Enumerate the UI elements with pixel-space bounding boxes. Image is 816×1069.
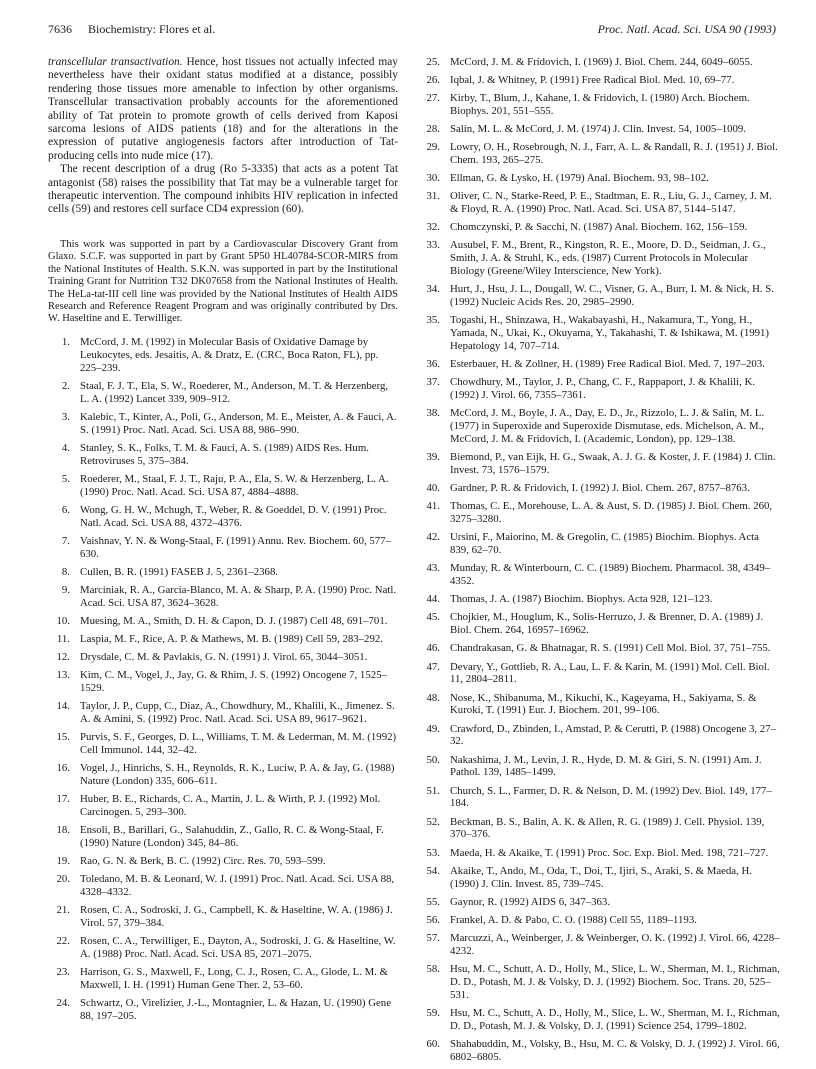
- reference-text: Biemond, P., van Eijk, H. G., Swaak, A. J. G. & Koster, J. F. (1984) J. Clin. Invest. 73, 1576–1579.: [450, 451, 776, 477]
- reference-number: 44.: [426, 593, 440, 606]
- reference-item: [48, 504, 398, 530]
- reference-number: 59.: [426, 1006, 440, 1019]
- reference-number: 20.: [56, 873, 70, 886]
- reference-item: [418, 847, 780, 860]
- reference-text: Hsu, M. C., Schutt, A. D., Holly, M., Slice, L. W., Sherman, M. I., Richman, D. D., Potash, M. J. & Volsky, D. J. (1991) Science 254, 1799–1802.: [450, 1006, 780, 1032]
- reference-number: 35.: [426, 314, 440, 327]
- reference-number: 50.: [426, 753, 440, 766]
- reference-item: [48, 731, 398, 757]
- reference-text: McCord, J. M. (1992) in Molecular Basis of Oxidative Damage by Leukocytes, eds. Jesaitis, A. & Dratz, E. (CRC, Boca Raton, FL), pp. 225–239.: [80, 335, 379, 374]
- reference-number: 47.: [426, 660, 440, 673]
- reference-number: 60.: [426, 1037, 440, 1050]
- reference-text: Ellman, G. & Lysko, H. (1979) Anal. Biochem. 93, 98–102.: [450, 172, 709, 185]
- reference-item: [48, 651, 398, 664]
- reference-item: [48, 442, 398, 468]
- reference-number: 56.: [426, 913, 440, 926]
- reference-item: [418, 56, 780, 69]
- reference-item: [418, 376, 780, 402]
- reference-number: 31.: [426, 190, 440, 203]
- reference-number: 19.: [56, 855, 70, 867]
- reference-item: [48, 473, 398, 499]
- reference-item: [48, 336, 398, 375]
- reference-text: Hsu, M. C., Schutt, A. D., Holly, M., Slice, L. W., Sherman, M. I., Richman, D. D., Potash, M. J. & Volsky, D. J. (1992) Biochem. Soc. Trans. 20, 525–531.: [450, 962, 780, 1001]
- reference-text: Devary, Y., Gottlieb, R. A., Lau, L. F. & Karin, M. (1991) Mol. Cell. Biol. 11, 2804–2811.: [450, 660, 770, 686]
- reference-item: [418, 407, 780, 446]
- reference-text: Huber, B. E., Richards, C. A., Martin, J. L. & Wirth, P. J. (1992) Mol. Carcinogen. 5, 293–300.: [80, 793, 381, 818]
- reference-number: 29.: [426, 141, 440, 154]
- reference-item: [418, 314, 780, 353]
- reference-number: 40.: [426, 482, 440, 495]
- reference-text: Nose, K., Shibanuma, M., Kikuchi, K., Kageyama, H., Sakiyama, S. & Kuroki, T. (1991) Eur. J. Biochem. 201, 99–106.: [450, 691, 757, 717]
- reference-item: [418, 593, 780, 606]
- reference-item: [418, 92, 780, 118]
- body-paragraph-2: The recent description of a drug (Ro 5-3335) that acts as a potent Tat antagonist (58) raises the possibility that Tat may be a vulnerable target for therapeutic intervention. The compound inhibits HIV replication in infected cells (59) and restores cell surface CD4 expression (60).: [48, 163, 398, 216]
- reference-number: 52.: [426, 815, 440, 828]
- reference-item: [418, 785, 780, 811]
- reference-number: 34.: [426, 283, 440, 296]
- reference-text: Chandrakasan, G. & Bhatnagar, R. S. (1991) Cell Mol. Biol. 37, 751–755.: [450, 642, 771, 655]
- reference-number: 48.: [426, 691, 440, 704]
- paragraph-text: Hence, host tissues not actually infected may nevertheless have their oxidant status modified at a distance, possibly rendering those tissues more amenable to infection by other organisms. Transcellular transactivation probably accounts for the aforementioned ability of Tat protein to promote growth of cells derived from Kaposi sarcoma lesions of AIDS patients (18) and for the alterations in the expression of putative angiogenesis factors after introduction of Tat-producing cells into nude mice (17).: [48, 56, 398, 162]
- reference-number: 15.: [56, 731, 70, 743]
- reference-list-left: [48, 336, 398, 1023]
- reference-text: Esterbauer, H. & Zollner, H. (1989) Free Radical Biol. Med. 7, 197–203.: [450, 358, 765, 371]
- reference-text: Vaishnav, Y. N. & Wong-Staal, F. (1991) Annu. Rev. Biochem. 60, 577–630.: [80, 534, 391, 560]
- reference-item: [418, 500, 780, 526]
- reference-number: 33.: [426, 239, 440, 252]
- reference-text: Taylor, J. P., Cupp, C., Diaz, A., Chowdhury, M., Khalili, K., Jimenez. S. A. & Amini, S. (1992) Proc. Natl. Acad. Sci. USA 89, 9617–9621.: [80, 700, 395, 725]
- reference-item: [48, 669, 398, 695]
- reference-item: [418, 896, 780, 909]
- reference-number: 18.: [56, 824, 70, 836]
- reference-text: Kim, C. M., Vogel, J., Jay, G. & Rhim, J. S. (1992) Oncogene 7, 1525–1529.: [80, 669, 387, 694]
- page-number: 7636: [48, 22, 72, 36]
- reference-number: 39.: [426, 451, 440, 464]
- reference-item: [418, 74, 780, 87]
- reference-text: Ensoli, B., Barillari, G., Salahuddin, Z., Gallo, R. C. & Wong-Staal, F. (1990) Nature (London) 345, 84–86.: [80, 824, 384, 849]
- reference-number: 8.: [61, 565, 70, 578]
- reference-number: 43.: [426, 562, 440, 575]
- reference-item: [48, 997, 398, 1023]
- reference-number: 49.: [426, 722, 440, 735]
- reference-number: 17.: [56, 793, 70, 805]
- reference-item: [418, 754, 780, 780]
- reference-item: [418, 1038, 780, 1064]
- reference-number: 27.: [426, 92, 440, 105]
- reference-number: 30.: [426, 172, 440, 185]
- reference-text: McCord, J. M., Boyle, J. A., Day, E. D., Jr., Rizzolo, L. J. & Salin, M. L. (1977) in Superoxide and Superoxide Dismutase, eds. Michelson, A. M., McCord, J. M. & Fridovich, I. (Academic, London), pp. 129–138.: [450, 407, 765, 446]
- reference-item: [418, 221, 780, 234]
- reference-number: 37.: [426, 376, 440, 389]
- reference-number: 22.: [56, 935, 70, 948]
- reference-number: 23.: [56, 966, 70, 979]
- reference-item: [418, 723, 780, 749]
- reference-text: Thomas, J. A. (1987) Biochim. Biophys. Acta 928, 121–123.: [450, 593, 713, 606]
- reference-item: [418, 562, 780, 588]
- reference-text: Frankel, A. D. & Pabo, C. O. (1988) Cell 55, 1189–1193.: [450, 913, 697, 926]
- reference-item: [418, 190, 780, 216]
- reference-number: 42.: [426, 531, 440, 544]
- reference-text: Cullen, B. R. (1991) FASEB J. 5, 2361–2368.: [80, 565, 279, 578]
- left-column: [48, 56, 398, 1028]
- reference-item: [48, 411, 398, 437]
- reference-text: Ursini, F., Maiorino, M. & Gregolin, C. (1985) Biochim. Biophys. Acta 839, 62–70.: [450, 531, 759, 557]
- reference-number: 16.: [56, 762, 70, 774]
- reference-text: Hurt, J., Hsu, J. L., Dougall, W. C., Visner, G. A., Burr, I. M. & Nick, H. S. (1992) Nucleic Acids Res. 20, 2985–2990.: [450, 283, 774, 309]
- reference-number: 9.: [61, 583, 70, 596]
- reference-number: 21.: [56, 904, 70, 917]
- reference-number: 14.: [56, 700, 70, 712]
- reference-text: Marciniak, R. A., Garcia-Blanco, M. A. & Sharp, P. A. (1990) Proc. Natl. Acad. Sci. USA 87, 3624–3628.: [80, 583, 397, 609]
- reference-item: [418, 963, 780, 1002]
- reference-text: Marcuzzi, A., Weinberger, J. & Weinberger, O. K. (1992) J. Virol. 66, 4228–4232.: [450, 931, 780, 957]
- reference-text: Church, S. L., Farmer, D. R. & Nelson, D. M. (1992) Dev. Biol. 149, 177–184.: [450, 784, 772, 810]
- reference-number: 36.: [426, 358, 440, 371]
- reference-item: [48, 966, 398, 992]
- reference-item: [48, 904, 398, 930]
- reference-item: [418, 358, 780, 371]
- reference-item: [418, 1007, 780, 1033]
- reference-text: Toledano, M. B. & Leonard, W. J. (1991) Proc. Natl. Acad. Sci. USA 88, 4328–4332.: [80, 873, 395, 898]
- reference-number: 57.: [426, 931, 440, 944]
- reference-item: [418, 642, 780, 655]
- reference-item: [418, 914, 780, 927]
- reference-number: 3.: [61, 410, 70, 423]
- reference-number: 54.: [426, 864, 440, 877]
- reference-item: [418, 611, 780, 637]
- reference-text: Chowdhury, M., Taylor, J. P., Chang, C. F., Rappaport, J. & Khalili, K. (1992) J. Virol. 66, 7355–7361.: [450, 376, 756, 402]
- reference-item: [48, 633, 398, 646]
- reference-text: Schwartz, O., Virelizier, J.-L., Montagnier, L. & Hazan, U. (1990) Gene 88, 197–205.: [80, 997, 392, 1022]
- reference-number: 11.: [56, 632, 70, 645]
- reference-item: [418, 123, 780, 136]
- reference-list-right: [418, 56, 780, 1064]
- reference-number: 45.: [426, 611, 440, 624]
- reference-item: [418, 141, 780, 167]
- reference-text: Rao, G. N. & Berk, B. C. (1992) Circ. Res. 70, 593–599.: [80, 855, 326, 867]
- reference-text: Crawford, D., Zbinden, I., Amstad, P. & Cerutti, P. (1988) Oncogene 3, 27–32.: [450, 722, 776, 748]
- reference-text: Rosen, C. A., Sodroski, J. G., Campbell, K. & Haseltine, W. A. (1986) J. Virol. 57, 379–384.: [80, 904, 393, 929]
- reference-item: [418, 816, 780, 842]
- acknowledgment: This work was supported in part by a Cardiovascular Discovery Grant from Glaxo. S.C.F. was supported in part by Grant 5P50 HL40784-SCOR-MIRS from the National Institutes of Health. S.K.N. was supported in part by the Institutional Training Grant for Nutrition T32 DK07658 from the National Institutes of Health. The HeLa-tat-III cell line was provided by the National Institutes of Health AIDS Research and Reference Reagent Program and was originally contributed by Drs. W. Haseltine and E. Terwilliger.: [48, 238, 398, 325]
- reference-item: [418, 932, 780, 958]
- reference-text: Chojkier, M., Houglum, K., Solis-Herruzo, J. & Brenner, D. A. (1989) J. Biol. Chem. 264, 16957–16962.: [450, 611, 764, 637]
- reference-text: Gaynor, R. (1992) AIDS 6, 347–363.: [450, 895, 611, 908]
- reference-number: 7.: [61, 534, 70, 547]
- page-header: [48, 22, 776, 40]
- right-column: [418, 56, 780, 1069]
- reference-item: [48, 584, 398, 610]
- reference-text: Kirby, T., Blum, J., Kahane, I. & Fridovich, I. (1980) Arch. Biochem. Biophys. 201, 551–555.: [450, 92, 750, 118]
- running-title: Biochemistry: Flores et al.: [88, 22, 216, 36]
- reference-number: 41.: [426, 500, 440, 513]
- reference-item: [48, 566, 398, 579]
- reference-item: [418, 283, 780, 309]
- reference-item: [418, 692, 780, 718]
- reference-number: 53.: [426, 846, 440, 859]
- reference-number: 32.: [426, 221, 440, 234]
- reference-number: 58.: [426, 962, 440, 975]
- journal-citation: Proc. Natl. Acad. Sci. USA 90 (1993): [597, 22, 776, 36]
- reference-item: [418, 172, 780, 185]
- reference-text: Shahabuddin, M., Volsky, B., Hsu, M. C. & Volsky, D. J. (1992) J. Virol. 66, 6802–6805.: [450, 1037, 780, 1063]
- reference-text: Akaike, T., Ando, M., Oda, T., Doi, T., Ijiri, S., Araki, S. & Maeda, H. (1990) J. Clin. Invest. 85, 739–745.: [450, 864, 752, 890]
- reference-item: [418, 451, 780, 477]
- reference-text: Munday, R. & Winterbourn, C. C. (1989) Biochem. Pharmacol. 38, 4349–4352.: [450, 562, 771, 588]
- reference-number: 46.: [426, 642, 440, 655]
- reference-text: Purvis, S. F., Georges, D. L., Williams, T. M. & Lederman, M. M. (1992) Cell Immunol. 144, 32–42.: [80, 731, 397, 756]
- reference-number: 6.: [61, 503, 70, 516]
- reference-text: Beckman, B. S., Balin, A. K. & Allen, R. G. (1989) J. Cell. Physiol. 139, 370–376.: [450, 815, 765, 841]
- reference-item: [418, 661, 780, 687]
- reference-text: Kalebic, T., Kinter, A., Poli, G., Anderson, M. E., Meister, A. & Fauci, A. S. (1991) Proc. Natl. Acad. Sci. USA 88, 986–990.: [80, 410, 397, 436]
- reference-number: 25.: [426, 56, 440, 68]
- reference-item: [418, 239, 780, 278]
- reference-text: Staal, F. J. T., Ela, S. W., Roederer, M., Anderson, M. T. & Herzenberg, L. A. (1992) Lancet 339, 909–912.: [80, 379, 389, 405]
- reference-item: [48, 615, 398, 628]
- reference-text: Roederer, M., Staal, F. J. T., Raju, P. A., Ela, S. W. & Herzenberg, L. A. (1990) Proc. Natl. Acad. Sci. USA 87, 4884–4888.: [80, 472, 389, 498]
- reference-item: [418, 531, 780, 557]
- reference-item: [48, 700, 398, 726]
- reference-text: McCord, J. M. & Fridovich, I. (1969) J. Biol. Chem. 244, 6049–6055.: [450, 56, 753, 68]
- reference-text: Togashi, H., Shinzawa, H., Wakabayashi, H., Nakamura, T., Yong, H., Yamada, N., Ukai, K., Okuyama, Y., Takahashi, T. & Ishikawa, M. (1991) Hepatology 14, 707–714.: [450, 314, 770, 353]
- reference-text: Iqbal, J. & Whitney, P. (1991) Free Radical Biol. Med. 10, 69–77.: [450, 74, 735, 87]
- reference-text: Nakashima, J. M., Levin, J. R., Hyde, D. M. & Giri, S. N. (1991) Am. J. Pathol. 139, 1485–1499.: [450, 753, 762, 779]
- reference-number: 24.: [56, 997, 70, 1010]
- reference-text: Maeda, H. & Akaike, T. (1991) Proc. Soc. Exp. Biol. Med. 198, 721–727.: [450, 846, 769, 859]
- body-paragraph-1: [48, 56, 398, 163]
- reference-number: 26.: [426, 74, 440, 87]
- reference-number: 4.: [61, 441, 70, 454]
- italic-term: transcellular transactivation.: [48, 56, 183, 68]
- reference-number: 12.: [56, 650, 70, 663]
- reference-number: 28.: [426, 123, 440, 136]
- reference-item: [418, 482, 780, 495]
- reference-text: Ausubel, F. M., Brent, R., Kingston, R. E., Moore, D. D., Seidman, J. G., Smith, J. A. & Struhl, K., eds. (1987) Current Protocols in Molecular Biology (Greene/Wiley Interscience, New York).: [450, 239, 766, 278]
- reference-text: Wong, G. H. W., Mchugh, T., Weber, R. & Goeddel, D. V. (1991) Proc. Natl. Acad. Sci. USA 88, 4372–4376.: [80, 503, 387, 529]
- reference-text: Vogel, J., Hinrichs, S. H., Reynolds, R. K., Luciw, P. A. & Jay, G. (1988) Nature (London) 335, 606–611.: [80, 762, 395, 787]
- reference-text: Oliver, C. N., Starke-Reed, P. E., Stadtman, E. R., Liu, G. J., Carney, J. M. & Floyd, R. A. (1990) Proc. Natl. Acad. Sci. USA 87, 5144–5147.: [450, 190, 772, 216]
- reference-item: [48, 535, 398, 561]
- reference-item: [48, 824, 398, 850]
- reference-number: 55.: [426, 895, 440, 908]
- reference-number: 38.: [426, 407, 440, 420]
- reference-text: Rosen, C. A., Terwilliger, E., Dayton, A., Sodroski, J. G. & Haseltine, W. A. (1988) Proc. Natl. Acad. Sci. USA 85, 2071–2075.: [80, 935, 396, 960]
- reference-text: Chomczynski, P. & Sacchi, N. (1987) Anal. Biochem. 162, 156–159.: [450, 221, 748, 234]
- reference-number: 13.: [56, 669, 70, 681]
- reference-item: [418, 865, 780, 891]
- reference-item: [48, 873, 398, 899]
- reference-text: Lowry, O. H., Rosebrough, N. J., Farr, A. L. & Randall, R. J. (1951) J. Biol. Chem. 193, 265–275.: [450, 141, 778, 167]
- reference-item: [48, 793, 398, 819]
- reference-number: 5.: [61, 472, 70, 485]
- reference-text: Salin, M. L. & McCord, J. M. (1974) J. Clin. Invest. 54, 1005–1009.: [450, 123, 747, 136]
- reference-number: 2.: [61, 379, 70, 392]
- reference-text: Drysdale, C. M. & Pavlakis, G. N. (1991) J. Virol. 65, 3044–3051.: [80, 650, 368, 663]
- reference-number: 1.: [61, 335, 70, 348]
- reference-text: Thomas, C. E., Morehouse, L. A. & Aust, S. D. (1985) J. Biol. Chem. 260, 3275–3280.: [450, 500, 773, 526]
- reference-text: Stanley, S. K., Folks, T. M. & Fauci, A. S. (1989) AIDS Res. Hum. Retroviruses 5, 375–384.: [80, 441, 369, 467]
- reference-number: 51.: [426, 784, 440, 797]
- reference-text: Gardner, P. R. & Fridovich, I. (1992) J. Biol. Chem. 267, 8757–8763.: [450, 482, 750, 495]
- reference-item: [48, 935, 398, 961]
- reference-number: 10.: [56, 614, 70, 627]
- reference-text: Muesing, M. A., Smith, D. H. & Capon, D. J. (1987) Cell 48, 691–701.: [80, 614, 388, 627]
- reference-text: Laspia, M. F., Rice, A. P. & Mathews, M. B. (1989) Cell 59, 283–292.: [80, 632, 383, 645]
- reference-text: Harrison, G. S., Maxwell, F., Long, C. J., Rosen, C. A., Glode, L. M. & Maxwell, I. H. (1991) Human Gene Ther. 2, 53–60.: [80, 966, 389, 991]
- reference-item: [48, 762, 398, 788]
- reference-item: [48, 380, 398, 406]
- reference-item: [48, 855, 398, 868]
